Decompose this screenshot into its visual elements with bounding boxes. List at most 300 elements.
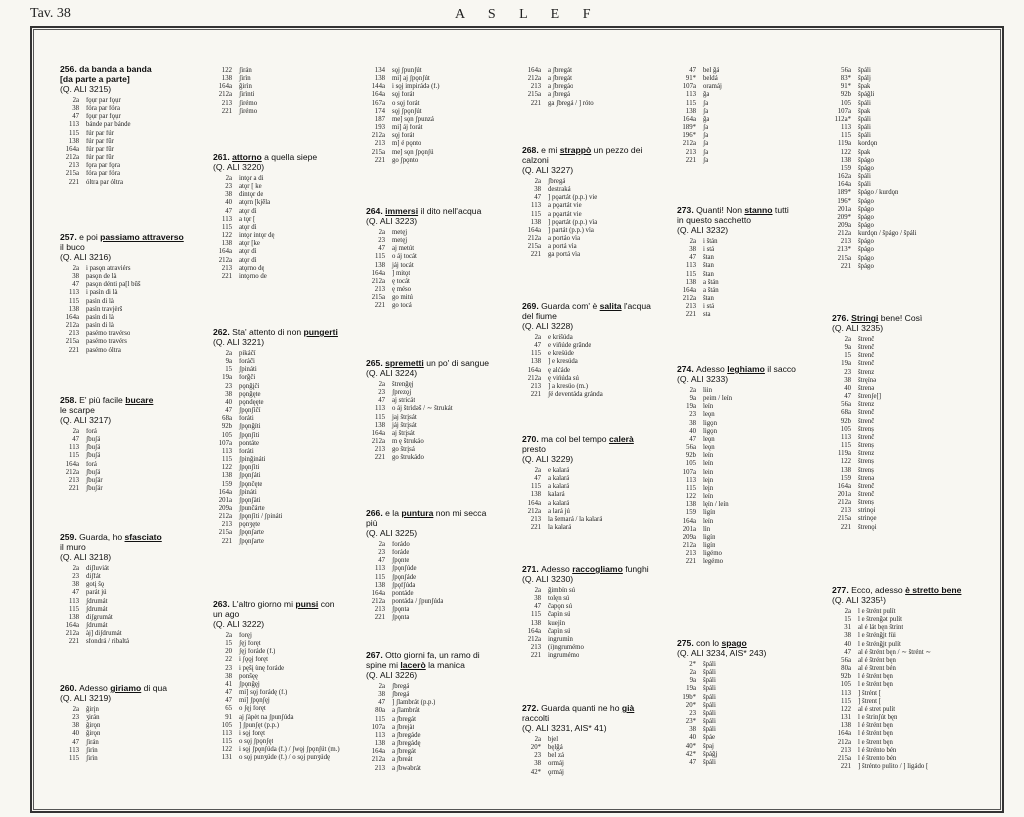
dialect-form: ] pǫartát (p.p.) vie [548,194,598,202]
entry-rows [522,334,672,399]
point-number: 164a [218,83,232,91]
data-row [60,444,210,452]
point-number: 113 [841,124,851,132]
entry-number: 258. [60,395,80,405]
point-number: 113 [222,215,232,223]
data-row [677,550,835,558]
dialect-form: fǫụr par fǫụr [86,113,121,121]
dialect-form: štrenṣ [858,458,874,466]
dialect-form: ʃpǫnčęte [239,480,263,488]
point-number: 2a [534,467,541,474]
atlas-title: A S L E F [455,7,601,22]
point-number: 38 [225,672,232,680]
point-number: 115 [841,132,851,140]
data-row [832,665,982,673]
data-row [60,573,210,581]
dialect-form: fóra par fóra [86,105,120,113]
point-number: 138 [374,421,385,429]
point-number: 212a [837,499,851,507]
entry-reference: (Q. ALI 3225) [366,528,418,538]
dialect-form: ʃirìn [86,754,98,762]
data-row [832,690,982,698]
entry-phrase-pre: Adesso [541,564,573,574]
point-number: 115 [531,611,541,619]
entry-keyword: calerà [608,434,634,444]
data-row [60,170,210,178]
dialect-form: leǫ́n [703,435,715,443]
data-row [832,483,982,491]
data-row [60,598,210,606]
dialect-form: a ʃbregádę [392,740,421,748]
entry-title [60,395,210,425]
point-number: 40 [689,734,696,742]
dialect-form: beldá [703,75,718,83]
point-number: 38 [72,273,79,281]
point-number: 80a [841,665,851,673]
data-row [832,393,982,401]
data-row [832,255,982,263]
entry-title [522,564,672,584]
point-number: 40* [685,742,696,750]
data-row [522,769,672,777]
entry-title [366,358,518,378]
data-row [366,149,518,157]
dialect-form: pasémo travérso [86,330,131,338]
dialect-form: ʃpǫnʃarte [239,529,264,537]
data-row [366,422,518,430]
entry-reference: (Q. ALI 3219) [60,693,112,703]
point-number: 19a [686,403,696,411]
data-row [522,595,672,603]
data-row [213,705,360,713]
point-number: 215a [65,170,79,178]
data-row [60,436,210,444]
data-row [213,67,360,75]
data-row [677,509,835,517]
entry-block [522,434,672,532]
point-number: 113 [69,444,79,452]
dialect-form: atǫ́r dì [239,207,257,215]
data-row [522,100,672,108]
dialect-form: ǧirìn [239,83,252,91]
point-number: 47 [534,342,541,350]
dialect-form: la kalará [548,524,572,532]
point-number: 164a [371,589,385,597]
entry-rows [522,67,672,108]
data-row [366,707,518,715]
point-number: 2a [225,350,232,357]
point-number: 164a [65,313,79,321]
dialect-form: ʃdrumát [86,597,108,605]
point-number: 221 [221,107,232,115]
data-row [366,582,518,590]
dialect-form: ʃa [703,132,709,140]
point-number: 174 [374,107,385,115]
dialect-form: a ʃbrejàt [392,723,415,731]
point-number: 213* [837,246,851,254]
data-row [213,472,360,480]
dialect-form: gotį́ šǫ [86,581,105,589]
entry-number: 267. [366,650,386,660]
data-row [60,179,210,187]
dialect-form: al é štrént bęn / ∼ štrént ∼ [858,648,932,656]
dialect-form: a ʃbregáde [392,731,421,739]
dialect-form: diʃfát [86,573,101,581]
point-number: 201a [218,496,232,504]
dialect-form: pasǫn de là [86,273,117,281]
entry-number: 274. [677,364,697,374]
point-number: 131 [221,754,232,762]
point-number: 212a [218,91,232,99]
point-number: 20* [530,744,541,752]
data-row [366,108,518,116]
point-number: 212a [837,738,851,746]
entry-rows [60,97,210,187]
dialect-form: špáe [703,734,716,742]
point-number: 138 [685,278,696,286]
entry-phrase-post: bene! Così [878,313,923,323]
entry-title [213,599,360,629]
entry-phrase-post: con un ago [213,599,335,619]
dialect-form: štan [703,254,714,262]
point-number: 47 [72,113,79,121]
dialect-form: go mitú [392,294,413,302]
point-number: 119a [838,140,851,148]
dialect-form: go ʃpǫ́nto [392,156,419,164]
dialect-form: ʃpinǧináti [239,456,266,464]
dialect-form: leįn [703,476,714,484]
dialect-form: špáli [703,701,716,709]
dialect-form: fúr par fûr [86,154,114,162]
point-number: 115 [375,573,385,581]
dialect-form: pǫnǧę́te [239,390,261,398]
dialect-form: špáli [703,677,716,685]
dialect-form: špak [858,107,871,115]
data-row [677,75,835,83]
point-number: 2a [534,334,541,341]
data-row [677,428,835,436]
data-row [366,598,518,606]
data-row [677,67,835,75]
point-number: 212a [682,295,696,303]
data-row [213,754,360,762]
dialect-form: ʃa [703,107,709,115]
point-number: 209a [837,221,851,229]
point-number: 47 [225,407,232,415]
dialect-form: parát jú [86,589,107,597]
data-row [677,452,835,460]
dialect-form: óltra par óltra [86,178,123,186]
dialect-form: ʃbuʃá [86,444,101,452]
dialect-form: a štán [703,278,719,286]
dialect-form: ʃpǫnʃúde [392,565,417,573]
point-number: 113 [531,202,541,210]
data-row [60,281,210,289]
data-row [832,116,982,124]
dialect-form: sǫ́j forát [392,91,415,99]
dialect-form: ʃpǫnʃáde [392,573,417,581]
entry-title [60,532,210,562]
dialect-form: štrenǝ [858,474,875,482]
point-number: 138 [840,156,851,164]
point-number: 68a [222,415,232,423]
data-row [213,513,360,521]
dialect-form: špágo [858,246,874,254]
data-row [60,747,210,755]
dialect-form: štrenṣ [858,466,874,474]
entry-reference: (Q. ALI 3231, AIS* 41) [522,723,607,733]
dialect-form: ʃirémo [239,107,258,115]
data-row [366,270,518,278]
data-row [213,240,360,248]
point-number: 19a [222,374,232,382]
point-number: 65 [225,705,232,713]
dialect-form: kordǫ́n [858,140,878,148]
data-row [213,273,360,281]
dialect-form: štrenz [858,368,875,376]
entry-number: 259. [60,532,80,542]
dialect-form: štrenč [858,409,875,417]
point-number: 68a [841,409,851,417]
dialect-form: ligǫ́n [703,419,717,427]
data-row [832,739,982,747]
point-number: 47 [534,603,541,611]
data-row [832,649,982,657]
point-number: 144a [371,83,385,91]
dialect-form: ʃirìn [86,746,98,754]
entry-rows [213,632,360,763]
data-row [832,624,982,632]
point-number: 23 [378,389,385,397]
dialect-form: me] sǫ́n ʃpunzá [392,115,434,123]
data-row [522,611,672,619]
point-number: 2a [689,238,696,245]
point-number: 212a [371,277,385,285]
data-row [522,186,672,194]
point-number: 213 [374,606,385,614]
dialect-form: ʃbregá [392,683,410,690]
data-row [677,501,835,509]
data-row [60,461,210,469]
entry-rows [522,467,672,532]
data-row [677,403,835,411]
point-number: 41 [225,680,232,688]
dialect-form: i stá [703,303,715,311]
entry-block [366,206,518,311]
data-row [832,755,982,763]
dialect-form: špáli [858,181,871,189]
data-row [832,165,982,173]
entry-phrase: da banda a banda [da parte a parte] [60,64,152,84]
dialect-form: a lará jú [548,507,570,515]
entry-phrase-pre: con lo [696,638,722,648]
entry-number: 262. [213,327,233,337]
data-row [213,248,360,256]
point-number: 113 [841,689,851,697]
dialect-form: liin [703,387,713,394]
dialect-form: špáli [703,709,716,717]
data-row [677,518,835,526]
point-number: 9a [844,344,851,352]
point-number: 213 [530,515,541,523]
data-row [677,542,835,550]
data-row [213,383,360,391]
point-number: 23 [72,714,79,722]
dialect-form: špáli [858,115,871,123]
data-row [213,640,360,648]
point-number: 40 [225,199,232,207]
data-row [677,734,835,742]
data-row [677,661,835,669]
data-row [522,587,672,595]
point-number: 2a [378,683,385,690]
dialect-form: mi] ʃpǫnʃę́j [239,697,270,705]
dialect-form: forádo [392,541,410,548]
dialect-form: ligín [703,533,716,541]
entry-title [522,301,672,331]
point-number: 9a [689,395,696,403]
entry-title [522,703,672,733]
point-number: 115 [686,270,696,278]
point-number: 213 [221,99,232,107]
data-row [366,157,518,165]
point-number: 92b [840,417,851,425]
entry-title [213,152,360,172]
data-row [677,460,835,468]
point-number: 2a [225,632,232,639]
entry-title [677,364,835,384]
data-row [213,738,360,746]
point-number: 115 [375,253,385,261]
dialect-form: štrenǝ [858,384,875,392]
point-number: 221 [840,762,851,770]
point-number: 115 [531,210,541,218]
point-number: 2a [534,736,541,743]
entry-keyword: pungerti [303,327,338,337]
entry-number: 265. [366,358,386,368]
data-row [677,710,835,718]
data-row [213,538,360,546]
data-row [832,714,982,722]
dialect-form: ] pǫartát (p.p.) vìa [548,218,598,226]
dialect-form: ʃbuʃár [86,485,103,493]
entry-reference: (Q. ALI 3234, AIS* 243) [677,648,767,658]
data-row [522,500,672,508]
dialect-form: metę́j [392,237,408,245]
data-row [213,632,360,640]
dialect-form: ligín [703,509,716,517]
data-row [522,603,672,611]
data-row [60,97,210,105]
page-number: Tav. 38 [30,6,71,21]
entry-block [366,650,518,773]
data-row [213,722,360,730]
point-number: 221 [530,652,541,660]
data-row [366,541,518,549]
data-row [522,736,672,744]
data-row [366,756,518,764]
entry-reference: (Q. ALI 3217) [60,415,112,425]
data-row [213,521,360,529]
point-number: 138 [374,261,385,269]
data-row [832,369,982,377]
point-number: 159 [221,480,232,488]
entry-phrase-pre: Guarda com' è [541,301,600,311]
data-row [832,458,982,466]
data-row [832,230,982,238]
data-row [366,691,518,699]
dialect-form: ʃa [703,124,709,132]
data-row [366,740,518,748]
point-number: 23 [534,752,541,760]
dialect-form: ] ʃpunʃę́t (p.p.) [239,721,280,729]
point-number: 164a [371,269,385,277]
point-number: 115 [531,350,541,358]
data-row [832,206,982,214]
dialect-form: ʃpǫnʃàti [239,496,261,504]
point-number: 221 [221,537,232,545]
point-number: 115 [686,99,696,107]
data-row [366,606,518,614]
point-number: 213 [685,303,696,311]
point-number: 105 [685,460,696,468]
entry-number: 275. [677,638,697,648]
entry-rows [522,178,672,260]
point-number: 38 [689,419,696,427]
dialect-form: pontáte [239,439,260,447]
dialect-form: fúr par fúr [86,129,114,137]
data-row [60,428,210,436]
data-row [677,157,835,165]
data-row [213,440,360,448]
point-number: 9a [689,677,696,685]
entry-title [60,683,210,703]
point-number: 189* [682,124,696,132]
data-row [60,306,210,314]
data-row [522,620,672,628]
entry-block [366,508,518,623]
point-number: 213 [68,476,79,484]
data-row [832,140,982,148]
dialect-form: ingrumìn [548,635,573,643]
data-row [366,294,518,302]
entry-phrase-post: il sacco [764,364,796,374]
entry-number: 257. [60,232,80,242]
dialect-form: fǫra par fǫra [86,162,120,170]
dialect-form: a ʃbregát [392,748,416,756]
point-number: 213 [374,764,385,772]
dialect-form: dintǫ́r de [239,191,264,199]
data-row [522,342,672,350]
dialect-form: me] sǫn ʃpǫnʃú [392,148,434,156]
point-number: 113 [686,262,696,270]
point-number: 9a [225,358,232,366]
dialect-form: leǫ́n [703,411,715,419]
data-row [832,409,982,417]
point-number: 115 [841,442,851,450]
data-row [213,83,360,91]
dialect-form: i pasǫn atraviérs [86,265,131,272]
data-row [677,262,835,270]
dialect-form: ę alćáde [548,366,571,374]
data-row [832,132,982,140]
point-number: 83* [840,75,851,83]
data-row [213,366,360,374]
data-row [522,334,672,342]
point-number: 40 [72,730,79,738]
dialect-form: i sǫ́j forę́t [239,729,266,737]
dialect-form: e kreśúde [548,350,574,358]
